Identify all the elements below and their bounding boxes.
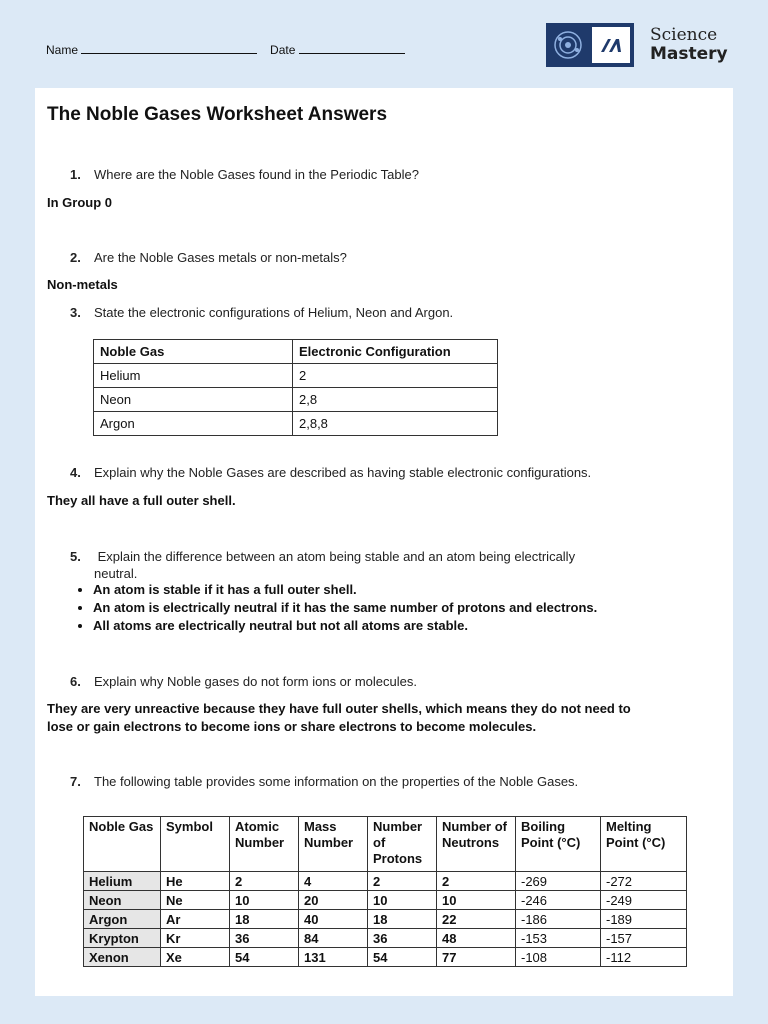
table-row — [94, 412, 498, 436]
table-cell: Xe — [161, 948, 230, 967]
table-header-cell: Atomic Number — [230, 817, 299, 872]
table-cell: -249 — [601, 891, 687, 910]
table-header-row — [94, 340, 498, 364]
list-item: • An atom is electrically neutral if it has the same number of protons and electrons. — [93, 600, 597, 616]
table-cell: Ar — [161, 910, 230, 929]
properties-table — [83, 816, 687, 967]
table-header-cell: Noble Gas — [84, 817, 161, 872]
table-cell: 48 — [437, 929, 516, 948]
table-row — [84, 891, 687, 910]
worksheet-page — [35, 88, 733, 996]
table-cell: Krypton — [84, 929, 161, 948]
table-cell: -272 — [601, 872, 687, 891]
table-cell: -246 — [516, 891, 601, 910]
table-cell: -189 — [601, 910, 687, 929]
table-row — [84, 929, 687, 948]
table-header-cell: Number of Neutrons — [437, 817, 516, 872]
table-cell: Xenon — [84, 948, 161, 967]
table-header-cell: Boiling Point (°C) — [516, 817, 601, 872]
answer-1: In Group 0 — [47, 195, 112, 210]
science-mastery-logo — [546, 23, 728, 67]
table-cell: Ne — [161, 891, 230, 910]
table-row — [84, 910, 687, 929]
page-title: The Noble Gases Worksheet Answers — [47, 104, 388, 125]
logo-line1: Science — [650, 25, 718, 45]
list-item: • An atom is stable if it has a full outer shell. — [93, 582, 597, 598]
table-cell: 2,8 — [293, 388, 498, 412]
atom-icon — [546, 23, 590, 67]
table-cell: Neon — [84, 891, 161, 910]
table-cell: -269 — [516, 872, 601, 891]
list-item: • All atoms are electrically neutral but not all atoms are stable. — [93, 618, 597, 634]
table-cell: 2 — [230, 872, 299, 891]
table-cell: 2,8,8 — [293, 412, 498, 436]
answer-2: Non-metals — [47, 277, 118, 292]
table-cell: 36 — [368, 929, 437, 948]
question-6: 6. Explain why Noble gases do not form ions or molecules. — [70, 674, 417, 689]
date-label: Date — [270, 43, 296, 57]
table-cell: 2 — [437, 872, 516, 891]
logo-badge — [546, 23, 634, 67]
table-cell: 131 — [299, 948, 368, 967]
question-5: 5. Explain the difference between an atom being stable and an atom being electrically neutral. — [70, 549, 576, 581]
question-3: 3. State the electronic configurations of Helium, Neon and Argon. — [70, 305, 454, 320]
question-4: 4. Explain why the Noble Gases are described as having stable electronic configurations. — [70, 465, 592, 480]
answer-4: They all have a full outer shell. — [47, 493, 236, 508]
logo-line2: Mastery — [650, 44, 728, 64]
table-cell: 4 — [299, 872, 368, 891]
table-header-cell: Melting Point (°C) — [601, 817, 687, 872]
table-cell: -157 — [601, 929, 687, 948]
table-cell: Kr — [161, 929, 230, 948]
table-header-cell: Noble Gas — [94, 340, 293, 364]
answer-6: They are very unreactive because they have full outer shells, which means they do not need to lose or gain electrons to become ions or share electrons to become molecules. — [47, 701, 631, 734]
table-cell: 22 — [437, 910, 516, 929]
table-cell: 20 — [299, 891, 368, 910]
q5-bullet-list — [73, 582, 597, 636]
table-cell: 10 — [368, 891, 437, 910]
table-cell: 10 — [230, 891, 299, 910]
question-7: 7. The following table provides some information on the properties of the Noble Gases. — [70, 774, 579, 789]
mastery-mark-icon — [592, 27, 630, 63]
table-cell: -153 — [516, 929, 601, 948]
name-date-line — [46, 43, 405, 57]
table-header-cell: Mass Number — [299, 817, 368, 872]
table-cell: He — [161, 872, 230, 891]
table-cell: 40 — [299, 910, 368, 929]
name-field[interactable] — [81, 43, 257, 54]
table-header-cell: Symbol — [161, 817, 230, 872]
table-header-cell: Electronic Configuration — [293, 340, 498, 364]
table-cell: -108 — [516, 948, 601, 967]
table-cell: -186 — [516, 910, 601, 929]
date-field[interactable] — [299, 43, 405, 54]
question-1: 1. Where are the Noble Gases found in the Periodic Table? — [70, 167, 419, 182]
table-cell: 18 — [230, 910, 299, 929]
table-cell: Argon — [94, 412, 293, 436]
table-cell: 54 — [230, 948, 299, 967]
table-cell: Argon — [84, 910, 161, 929]
table-cell: 18 — [368, 910, 437, 929]
table-header-row — [84, 817, 687, 872]
table-cell: 2 — [368, 872, 437, 891]
table-row — [94, 364, 498, 388]
table-cell: 2 — [293, 364, 498, 388]
table-cell: Helium — [84, 872, 161, 891]
table-cell: Neon — [94, 388, 293, 412]
logo-text — [650, 26, 728, 64]
config-table — [93, 339, 498, 436]
table-header-cell: Number of Protons — [368, 817, 437, 872]
table-cell: Helium — [94, 364, 293, 388]
question-2: 2. Are the Noble Gases metals or non-metals? — [70, 250, 347, 265]
table-cell: -112 — [601, 948, 687, 967]
table-cell: 84 — [299, 929, 368, 948]
table-cell: 77 — [437, 948, 516, 967]
table-cell: 10 — [437, 891, 516, 910]
table-cell: 54 — [368, 948, 437, 967]
name-label: Name — [46, 43, 79, 57]
table-row — [94, 388, 498, 412]
table-row — [84, 948, 687, 967]
table-row — [84, 872, 687, 891]
table-cell: 36 — [230, 929, 299, 948]
